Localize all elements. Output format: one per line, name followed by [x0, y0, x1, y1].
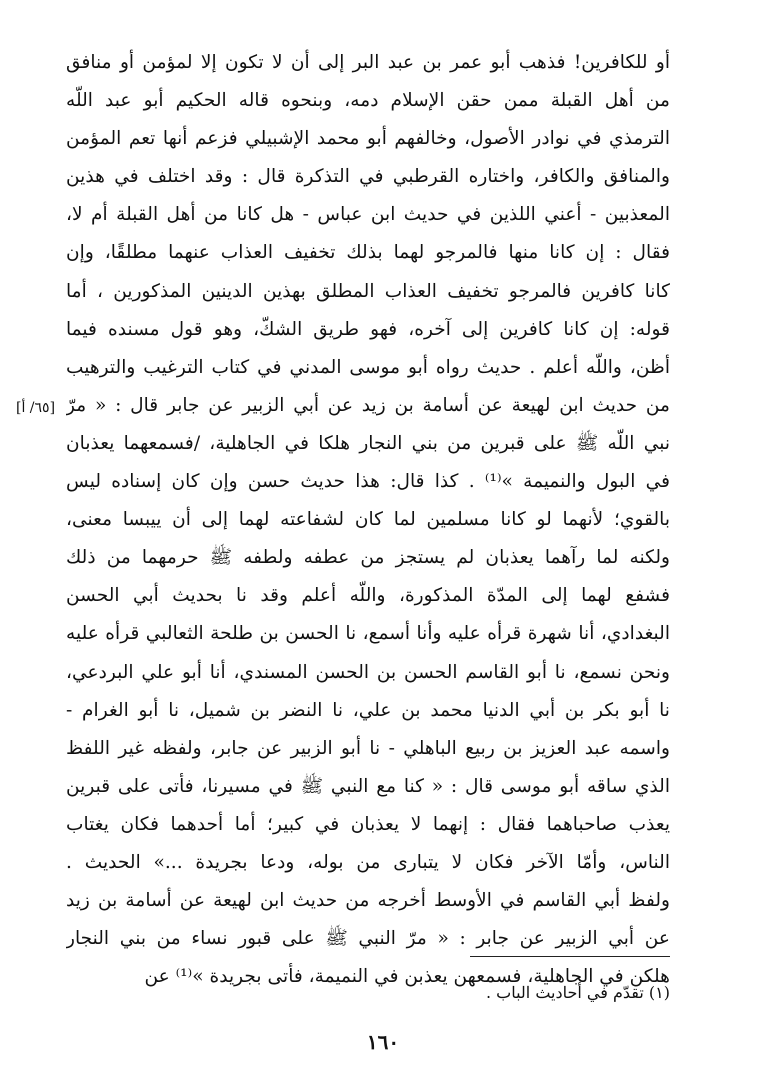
text-line: فقال : إن كانا منها فالمرجو لهما بذلك تخفيف العذاب عنهما مطلقًا، وإن — [66, 242, 670, 264]
text-line: كانا كافرين فالمرجو تخفيف العذاب المطلق بهذين الدينين المذكورين ، أما — [66, 280, 670, 302]
text-line: الناس، وأمّا الآخر فكان لا يتبارى من بوله، ودعا بجريدة ...» الحديث . — [66, 851, 670, 873]
text-line: فشفع لهما إلى المدّة المذكورة، واللّه أعلم وقد نا بحديث أبي الحسن — [66, 585, 670, 607]
page-number: ١٦٠ — [366, 1030, 400, 1054]
manuscript-folio-marker: [٦٥/ أ] — [16, 400, 56, 416]
text-line: الترمذي في نوادر الأصول، وخالفهم أبو محمد الإشبيلي فزعم أنها تعم المؤمن — [66, 128, 670, 150]
text-line: أو للكافرين! فذهب أبو عمر بن عبد البر إلى أن لا تكون إلا لمؤمن أو منافق — [66, 52, 670, 73]
text-line: نبي اللّه ﷺ على قبرين من بني النجار هلكا في الجاهلية، /فسمعهما يعذبان — [66, 432, 670, 454]
text-line: من حديث ابن لهيعة عن أسامة بن زيد عن أبي الزبير عن جابر قال : « مرّ — [66, 394, 670, 416]
text-line: يعذب صاحباهما فقال : إنهما لا يعذبان في كبير؛ أما أحدهما فكان يغتاب — [66, 813, 670, 835]
text-line: ولكنه لما رآهما يعذبان لم يستجز من عطفه ولطفه ﷺ حرمهما من ذلك — [66, 547, 670, 569]
text-line: المعذبين - أعني اللذين في حديث ابن عباس - هل كانا من أهل القبلة أم لا، — [66, 204, 670, 226]
text-line: الذي ساقه أبو موسى قال : « كنا مع النبي ﷺ في مسيرنا، فأتى على قبرين — [66, 775, 670, 797]
text-line: عن أبي الزبير عن جابر : « مرّ النبي ﷺ على قبور نساء من بني النجار — [66, 928, 670, 950]
text-line: من أهل القبلة ممن حقن الإسلام دمه، وبنحوه قاله الحكيم أبو عبد اللّه — [66, 90, 670, 112]
main-text-block — [66, 44, 670, 996]
footnote: (١) تقدّم في أحاديث الباب . — [485, 983, 670, 1002]
text-line: أظن، واللّه أعلم . حديث رواه أبو موسى المدني في كتاب الترغيب والترهيب — [66, 356, 670, 378]
footnote-separator — [470, 956, 670, 957]
text-line: ونحن نسمع، نا أبو القاسم الحسن بن الحسن المسندي، أنا أبو علي البردعي، — [66, 661, 670, 683]
text-line: والمنافق والكافر، واختاره القرطبي في التذكرة قال : وقد اختلف في هذين — [66, 166, 670, 188]
text-line: واسمه عبد العزيز بن ربيع الباهلي - نا أبو الزبير عن جابر، ولفظه غير اللفظ — [66, 737, 670, 759]
text-line: في البول والنميمة »⁽¹⁾ . كذا قال: هذا حديث حسن وإن كان إسناده ليس — [66, 471, 670, 493]
text-line: البغدادي، أنا شهرة قرأه عليه وأنا أسمع، نا الحسن بن طلحة الثعالبي قرأه عليه — [66, 623, 670, 645]
text-line: هلكن في الجاهلية، فسمعهن يعذبن في النميمة، فأتى بجريدة »⁽¹⁾ عن — [144, 966, 670, 988]
text-line: نا أبو بكر بن أبي الدنيا محمد بن علي، نا النضر بن شميل، نا أبو الغرام - — [66, 699, 670, 721]
text-line: قوله: إن كانا كافرين إلى آخره، فهو طريق الشكّ، وهو قول مسنده فيما — [66, 318, 670, 340]
text-line: بالقوي؛ لأنهما لو كانا مسلمين لما كان لشفاعته لهما إلى أن ييبسا معنى، — [66, 509, 670, 531]
text-line: ولفظ أبي القاسم في الأوسط أخرجه من حديث ابن لهيعة عن أسامة بن زيد — [66, 890, 670, 912]
